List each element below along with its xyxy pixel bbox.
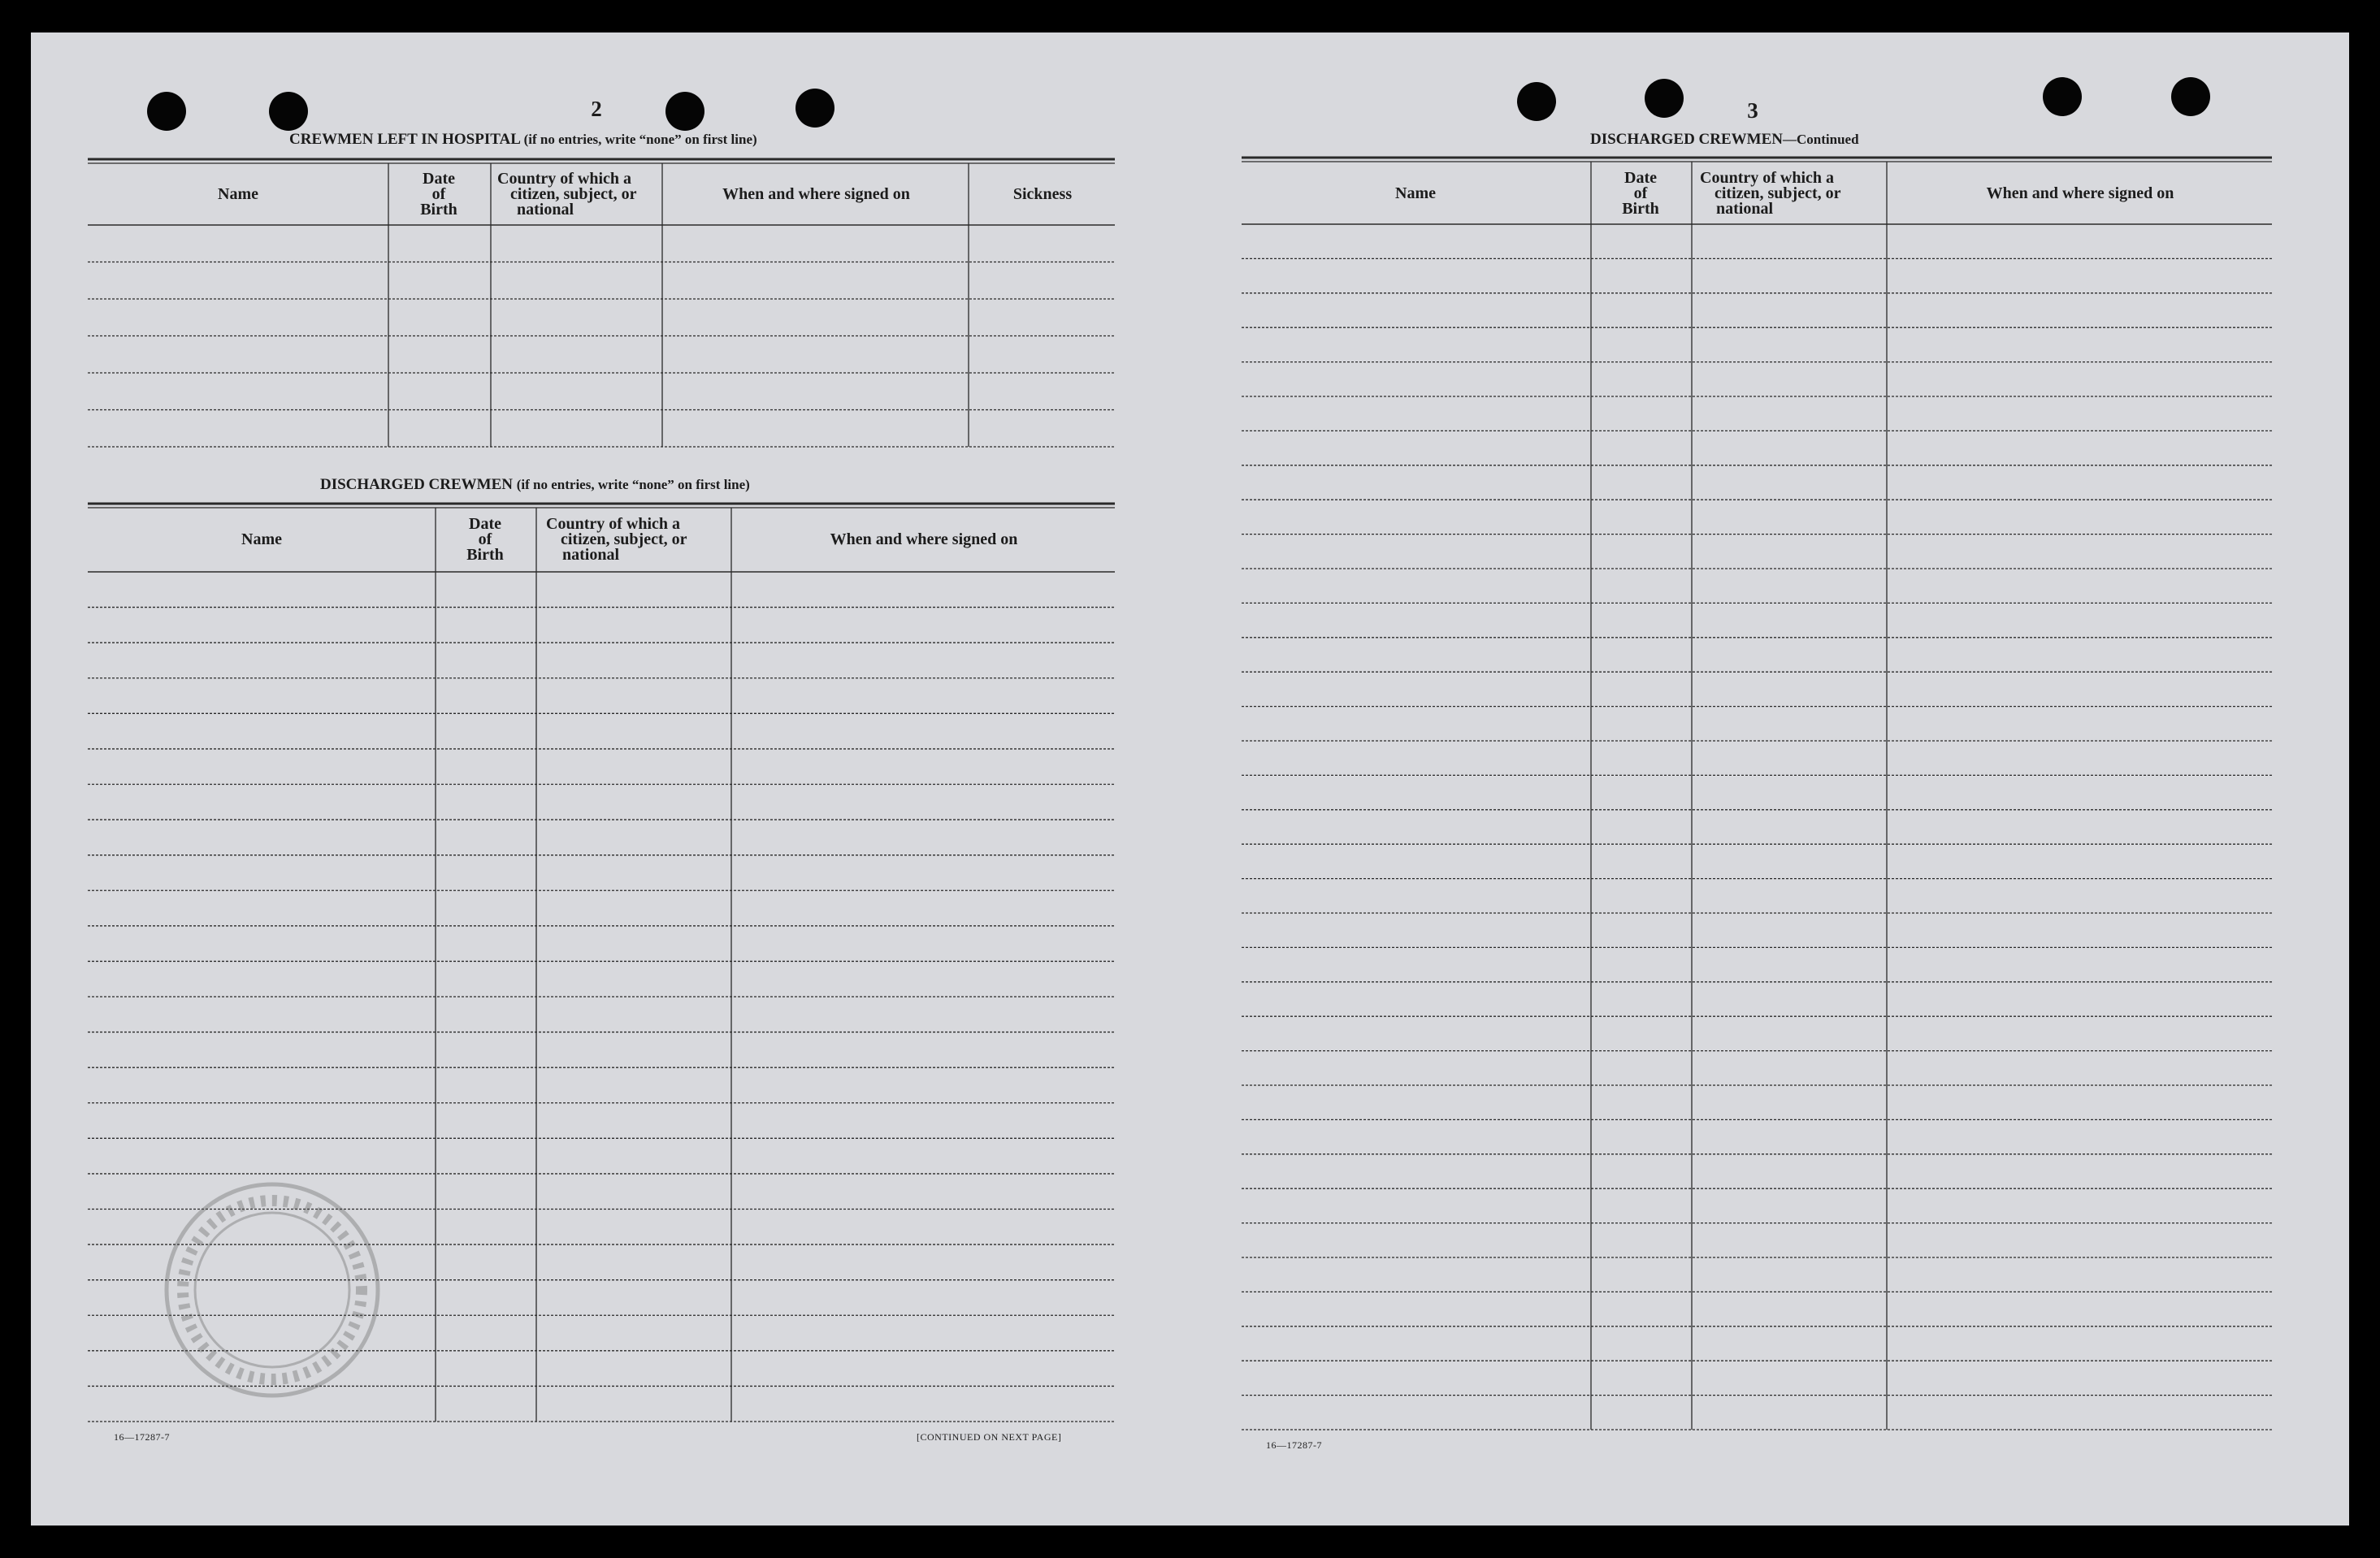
page-number-right: 3 <box>1747 98 1758 123</box>
dob-line-2: of <box>478 530 492 548</box>
dob-line-1: Date <box>1624 168 1657 187</box>
continued-col-name: Name <box>1395 184 1436 202</box>
dob-line-1: Date <box>469 515 501 533</box>
discharged-instruction: (if no entries, write “none” on first line) <box>516 477 750 492</box>
country-line-3: national <box>1716 199 1774 218</box>
form-number-right: 16—17287-7 <box>1266 1439 1322 1451</box>
page-number-left: 2 <box>591 97 602 121</box>
hospital-col-name: Name <box>218 185 258 203</box>
country-line-2: citizen, subject, or <box>1715 184 1841 202</box>
continued-title-text: DISCHARGED CREWMEN <box>1590 131 1783 148</box>
country-line-3: national <box>562 546 620 564</box>
continued-note: [CONTINUED ON NEXT PAGE] <box>917 1431 1062 1443</box>
discharged-title-text: DISCHARGED CREWMEN <box>320 476 513 493</box>
dob-line-2: of <box>1633 184 1648 202</box>
continued-suffix: —Continued <box>1783 132 1859 147</box>
hospital-title-text: CREWMEN LEFT IN HOSPITAL <box>289 131 520 148</box>
hospital-instruction: (if no entries, write “none” on first line) <box>523 132 757 147</box>
country-line-2: citizen, subject, or <box>561 530 687 548</box>
form-number-left: 16—17287-7 <box>114 1431 170 1443</box>
dob-line-2: of <box>431 185 446 203</box>
dob-line-3: Birth <box>420 201 457 219</box>
hospital-col-signed-on: When and where signed on <box>722 185 910 203</box>
country-line-1: Country of which a <box>497 170 632 188</box>
discharged-col-name: Name <box>241 530 282 548</box>
country-line-2: citizen, subject, or <box>510 185 637 203</box>
country-line-1: Country of which a <box>1700 168 1835 187</box>
circular-stamp-icon <box>167 1184 378 1396</box>
dob-line-3: Birth <box>466 546 504 564</box>
discharged-col-signed-on: When and where signed on <box>830 530 1018 548</box>
continued-col-signed-on: When and where signed on <box>1986 184 2174 202</box>
dob-line-3: Birth <box>1622 199 1659 218</box>
hospital-col-sickness: Sickness <box>1012 185 1073 203</box>
dob-line-1: Date <box>423 170 455 188</box>
country-line-1: Country of which a <box>546 515 681 533</box>
country-line-3: national <box>517 201 574 219</box>
